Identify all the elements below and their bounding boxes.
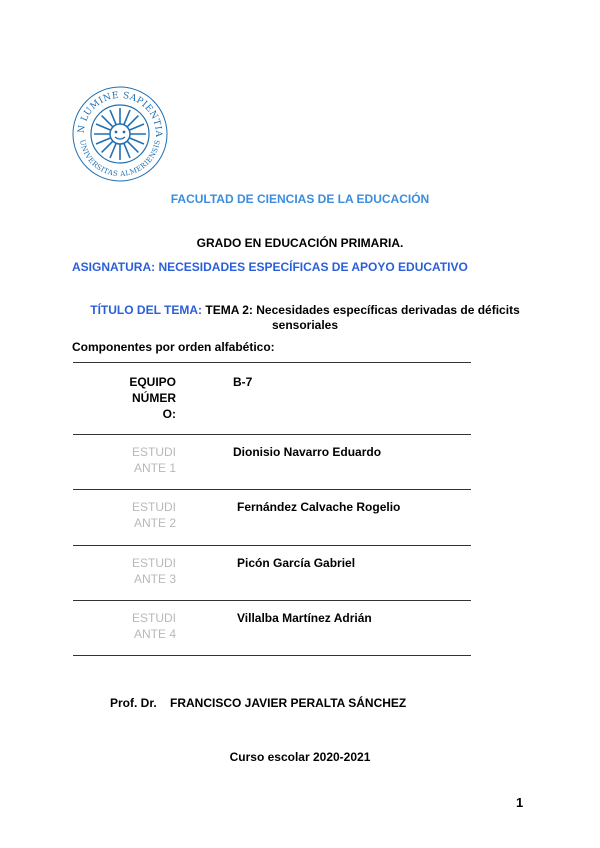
university-seal-icon: [70, 84, 170, 184]
table-rule: [73, 655, 471, 656]
student-label: ESTUDI ANTE 2: [131, 500, 176, 530]
subject-title: ASIGNATURA: NECESIDADES ESPECÍFICAS DE APOYO EDUCATIVO: [72, 260, 468, 274]
degree-title: GRADO EN EDUCACIÓN PRIMARIA.: [196, 236, 404, 250]
table-rule: [73, 434, 471, 435]
student-label: ESTUDI ANTE 4: [131, 611, 176, 641]
table-rule: [73, 600, 471, 601]
professor-title: Prof. Dr.: [110, 696, 157, 710]
student-name: Picón García Gabriel: [237, 556, 356, 570]
university-logo: [70, 84, 170, 184]
table-rule: [73, 545, 471, 546]
team-number: B-7: [233, 375, 253, 389]
student-label: ESTUDI ANTE 1: [131, 445, 176, 475]
student-name: Villalba Martínez Adrián: [237, 611, 372, 625]
student-name: Dionisio Navarro Eduardo: [233, 445, 382, 459]
course-year: Curso escolar 2020-2021: [229, 750, 371, 764]
table-rule: [73, 489, 471, 490]
topic-label: TÍTULO DEL TEMA:: [90, 303, 203, 317]
faculty-title: FACULTAD DE CIENCIAS DE LA EDUCACIÓN: [170, 192, 430, 206]
professor-name: FRANCISCO JAVIER PERALTA SÁNCHEZ: [170, 696, 407, 710]
page-number: 1: [516, 795, 524, 810]
team-label: EQUIPO NÚMER O:: [129, 375, 176, 421]
topic-text: TEMA 2: Necesidades específicas derivadas de déficits sensoriales: [205, 303, 520, 332]
topic-block: [70, 303, 540, 333]
student-name: Fernández Calvache Rogelio: [237, 500, 401, 514]
components-heading: Componentes por orden alfabético:: [72, 340, 275, 354]
table-rule: [73, 362, 471, 363]
logo-university-name: UNIVERSITAS ALMERIENSIS: [78, 139, 162, 179]
student-label: ESTUDI ANTE 3: [131, 556, 176, 586]
logo-motto: N LUMINE SAPIENTIA: [76, 90, 164, 138]
